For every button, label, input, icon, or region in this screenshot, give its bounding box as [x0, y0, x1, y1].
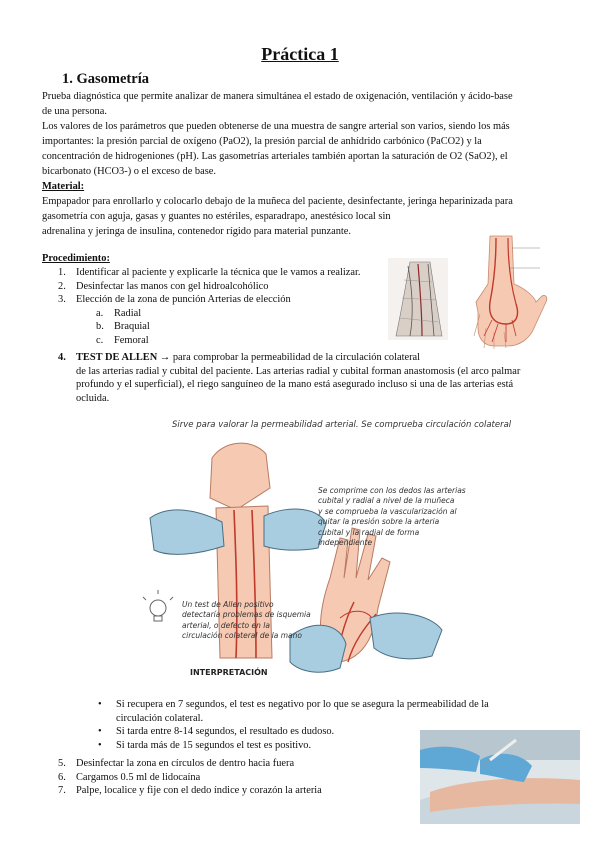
bullet-item: • Si recupera en 7 segundos, el test es negativo por lo que se asegura la permeabilidad de la	[98, 699, 489, 710]
hand-arteries-figure	[450, 232, 550, 350]
arterial-puncture-photo	[420, 730, 580, 824]
intro-line: importantes: la presión parcial de oxígeno (PaO2), la presión parcial de anhídrido carbónico (PaCO2) y la	[42, 136, 482, 147]
intro-paragraph	[42, 89, 562, 179]
interpretation-label: INTERPRETACIÓN	[190, 668, 268, 677]
material-line: gasometría con aguja, gasas y guantes no estériles, esparadrapo, anestésico local sin	[42, 211, 391, 222]
bullet-item: • Si tarda entre 8-14 segundos, el resultado es dudoso.	[98, 726, 335, 737]
material-heading: Material:	[42, 181, 85, 192]
procedure-steps	[58, 266, 398, 347]
forearm-anatomy-figure	[388, 258, 448, 340]
step-item: 5. Desinfectar la zona en círculos de dentro hacia fuera	[58, 758, 295, 769]
illustration-note-2: Un test de Allen positivo detectaría problemas de isquemia arterial, o defecto en la circulación colateral de la mano	[182, 600, 311, 641]
artery-item: c. Femoral	[96, 334, 149, 346]
step-item: 1. Identificar al paciente y explicarle la técnica que le vamos a realizar.	[58, 267, 361, 278]
procedure-steps-after	[58, 757, 418, 798]
lightbulb-icon	[143, 590, 173, 621]
step-4: 4. TEST DE ALLEN → para comprobar la permeabilidad de la circulación colateral de las arterias radial y cubital del paciente. Las arterias radial y cubital forman anastomosis (el arco palmar profundo y el superficial), el riego sanguíneo de la mano está asegurado incluso si una de las arterias está ocluida.	[58, 351, 568, 405]
allen-test-label: TEST DE ALLEN	[76, 352, 158, 363]
allen-test-illustration	[140, 418, 460, 704]
artery-item: b. Braquial	[96, 321, 150, 332]
bullet-continuation: circulación colateral.	[116, 712, 204, 724]
intro-line: concentración de hidrogeniones (pH). Las gasometrías arteriales también aportan la saturación de O2 (SaO2), el	[42, 151, 508, 162]
illustration-note-1: Se comprime con los dedos las arterias cubital y radial a nivel de la muñeca y se comprueba la vascularización al quitar la presión sobre la arteria cubital y la radial de forma independiente	[318, 486, 466, 548]
material-section	[42, 179, 562, 239]
material-line: adrenalina y jeringa de insulina, contenedor rígido para material punzante.	[42, 226, 351, 237]
step-item: 3. Elección de la zona de punción Arterias de elección	[58, 294, 291, 305]
material-line: Empapador para enrollarlo y colocarlo debajo de la muñeca del paciente, desinfectante, jeringa heparinizada para	[42, 196, 513, 207]
intro-line: Los valores de los parámetros que pueden obtenerse de una muestra de sangre arterial son varios, siendo los más	[42, 121, 510, 132]
step-4-line: profundo y el superficial), el riego sanguíneo de la mano está asegurado incluso si una de las arterias está	[76, 379, 514, 390]
intro-line: de una persona.	[42, 106, 107, 117]
intro-line: bicarbonato (HCO3-) o el exceso de base.	[42, 166, 216, 177]
step-4-line: de las arterias radial y cubital del paciente. Las arterias radial y cubital forman anastomosis (el arco palmar	[76, 365, 521, 377]
page-title: Práctica 1	[261, 44, 339, 64]
step-4-line: ocluida.	[76, 392, 110, 404]
illustration-header: Sirve para valorar la permeabilidad arterial. Se comprueba circulación colateral	[172, 420, 512, 430]
step-item: 7. Palpe, localice y fije con el dedo índice y corazón la arteria	[58, 785, 322, 796]
procedure-heading: Procedimiento:	[42, 253, 110, 264]
artery-item: a. Radial	[96, 307, 142, 319]
bullet-item: • Si tarda más de 15 segundos el test es positivo.	[98, 739, 312, 751]
step-item: 6. Cargamos 0.5 ml de lidocaína	[58, 771, 201, 783]
intro-line: Prueba diagnóstica que permite analizar de manera simultánea el estado de oxigenación, ventilación y ácido-base	[42, 91, 513, 102]
step-item: 2. Desinfectar las manos con gel hidroalcohólico	[58, 280, 269, 292]
section-heading: 1. Gasometría	[62, 71, 149, 87]
